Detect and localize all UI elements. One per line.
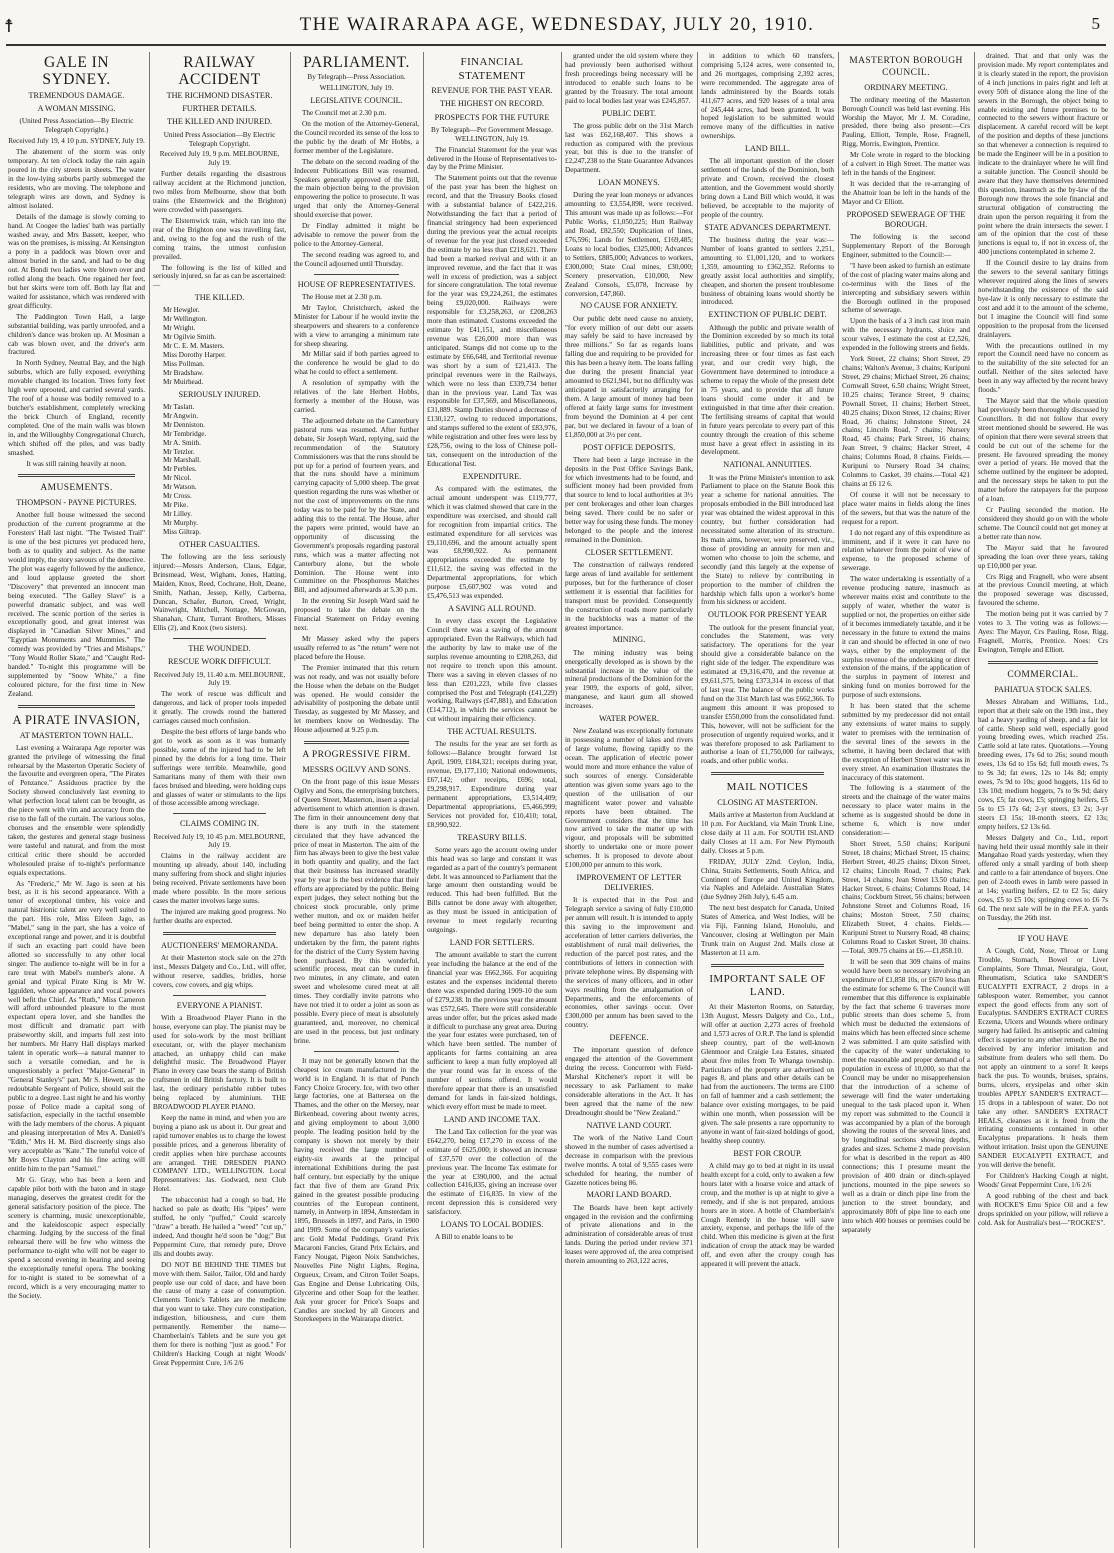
newspaper-title: THE WAIRARAPA AGE, WEDNESDAY, JULY 20, 1910. bbox=[299, 14, 815, 35]
headline-borough-council: MASTERTON BOROUGH COUNCIL. bbox=[849, 56, 963, 78]
subhead: BEST FOR CROUP. bbox=[733, 1148, 802, 1158]
list-item: Mr Wright. bbox=[163, 324, 196, 333]
paragraph: The important question of defence engaged the attention of the Government during the recess. Concurrent with Field-Marshal Kitchener's report it will be necessary to ask Parliament to make considerable alterations in the Act. It has been agreed that the name of the new Dreadnought should be "New Zealand." bbox=[565, 1046, 693, 1117]
advertisement: It may not be generally known that the cheapest ice cream manufactured in the world is in England. It is that of Punch Fancy Choice Grocery. Ice, with two other large factories, one at Battersea on the Thames, and the other on the Mersey, near Birkenhead, covering about twenty acres, and giving employment to about 3,000 people. The leading position held by the company is shown not merely by their having received the large number of eighty-six awards at the principal international Exhibitions during the past half century, but especially by the unique fact that five of them are Grand Prix gained in the greatest possible producing countries of the European continent, namely, in Antwerp in 1894, Amsterdam in 1895, Brussels in 1897, and Paris, in 1900 and 1909. Some of the company's varieties are: Gold Medal Puddings, Grand Prix Macaroni Fancies, Grand Prix Eclairs, and Fancy Nougat, Pigeon Noix Sandwiches, Nouvelles Pine Night Lights, Regina, Orgueux, Cream, and Citron Toilet Soaps, Gas Engine and Dense Lubricating Oils, Glycerine and other Soap for the leather. Ask your grocer for Price's Soaps and Candles are stocked by all Grocers and Storekeepers in the Wairarapa district. bbox=[294, 1056, 419, 1324]
subhead: OTHER CASUALTIES. bbox=[179, 539, 260, 549]
section-divider bbox=[304, 741, 409, 744]
paragraph: Mr Millar said if both parties agreed to the conference he would be glad to do what he could to effect a settlement. bbox=[294, 350, 419, 377]
paragraph: Some years ago the account owing under this head was so large and constant it was regarded as a part of the country's permanent debt. It was announced to Parliament that the large amount then outstanding would be reduced. This had been fulfilled. But the Bills cannot be done away with altogether, as they must be issued in anticipation of revenue to meet regularly recurring outgoings. bbox=[427, 845, 557, 935]
list-item: Mr Bradshaw. bbox=[163, 368, 204, 377]
subhead: WATER POWER. bbox=[598, 714, 660, 724]
section-divider bbox=[163, 932, 276, 935]
column-divider bbox=[149, 52, 150, 1548]
headline-important-sale: IMPORTANT SALE OF LAND. bbox=[709, 972, 826, 999]
subhead: ORDINARY MEETING. bbox=[864, 82, 948, 92]
masthead-rule bbox=[6, 44, 1106, 46]
paragraph: The next best despatch for Canada, United States of America, and West Indies, will be via Fiji, Fanning Island, Honolulu, and Vancouver, closing at Wellington per Main Trunk train on August 2nd. Mails close at Masterton at 11 a.m. bbox=[701, 904, 834, 957]
headline-gale-in-sydney: GALE IN SYDNEY. bbox=[42, 54, 111, 89]
column-4 bbox=[427, 52, 557, 1548]
column-divider bbox=[838, 52, 839, 1548]
list-item: Mr Tetzler. bbox=[163, 447, 195, 456]
subhead: REVENUE FOR THE PAST YEAR. bbox=[431, 86, 553, 96]
advertisement: With a Broadwood Player Piano in the house, everyone can play. The pianist may be used for solo-work by the most brilliant executant, or, with the player mechanism attached, an unhappy child can make delightful music. The Broadwood Player Piano in every case bears the stamp of British craftsmen in old British factory. It is built to last, the ordinary perishable rubber tubes being replaced by aluminium. THE BROADWOOD PLAYER PIANO. bbox=[153, 1013, 286, 1112]
subhead: THOMPSON - PAYNE PICTURES. bbox=[16, 498, 137, 508]
paragraph: It is expected that in the Post and Telegraph service a saving of fully £10,000 per annum will result. It is intended to apply this saving to the improvement and acceleration of letter carriers deliveries, the establishment of rural mail deliveries, the reduction of the parcel post rates, and the contributions of letters in connection with private telephone wires. By dispensing with the services of many officers, and in other ways resulting from the amalgamation of Departments, and the enforcements of economies, other savings occur. Over £300,000 per annum has been saved to the country. bbox=[565, 896, 693, 1030]
paragraph: The amount available to start the current year including the balance at the end of the financial year was £662,366. For acquiring estates and the expenses incidental thereto there was expended during 1909-10 the sum of £279,238. In the previous year the amount was £572,645. There were still considerable areas under offer, but the prices asked made it difficult to purchase any great area. During the year four estates were purchased, ten of which have been settled. The number of applicants for farms containing an area sufficient to keep a man fully employed all the year round was far in excess of the number of sections offered. It would therefore appear that there is an unsatisfied demand for lands in fair-sized holdings, which every effort must be made to meet. bbox=[427, 951, 557, 1111]
subhead: RESCUE WORK DIFFICULT. bbox=[168, 657, 271, 667]
paragraph: Mr Taylor, Christchurch, asked the Minister for Labour if he would invite the shearpowers and shearers to a conference with a view to arranging a minimum rate for sheep shearing. bbox=[294, 303, 419, 348]
paragraph: The outlook for the present financial year, concludes the Statement, was very satisfactory. The operations for the year should give a considerable balance on the right side of the ledger. The expenditure was estimated at £9,316,470, and the revenue at £9,611,575, being £373,314 in excess of that of last year. The balance of the public works fund on the 31st March last was £662,366. To augment this amount it was proposed to transfer £550,000 from the consolidated fund. This, however, will not be sufficient for the prosecution of urgently required works, and it was therefore proposed to ask Parliament to authorise a loan of £1,750,000 for railways, roads, and other public works. bbox=[701, 623, 834, 766]
dagger-ornament-icon: ☨ bbox=[4, 16, 14, 36]
paragraph: Cr Pauling seconded the motion. He considered they should go on with the whole scheme. The Council could not get money at a better rate than now. bbox=[978, 506, 1108, 541]
headline-progressive-firm: A PROGRESSIVE FIRM. bbox=[302, 750, 411, 761]
dateline: Received July 19, 4 10 p.m. SYDNEY, July 19. bbox=[8, 137, 145, 146]
paragraph: On the front page of this issue Messrs Ogilvy and Sons, the enterprising butchers, of Queen Street, Masterton, insert a special advertisement to which attention is drawn. The firm in their announcement deny that there is any truth in the statement circulated that they have advanced the price of meat in Masterton. The aim of the firm has always been to give the best value in both quantity and quality, and the fact that their business has increased steadily year by year is the best evidence that their efforts are appreciated by the public. Being expert judges, they select nothing but the choicest stock procurable, only prime wether mutton, and ox or maiden heifer beef being permitted to enter the shop. A new departure has also lately been undertaken by the firm, the patent rights for the district of the Curry System having been purchased. By this wonderful, scientific process, meat can be cured in two minutes, in any climate, and eaten sweet and wholesome cured meat at all times. They cordially invite patrons who have not tried it to order a joint as soon as possible. Every piece of meat is absolutely guaranteed, and, moreover, no chemical are used in the process, but just ordinary brine. bbox=[294, 778, 419, 1045]
column-2 bbox=[153, 52, 286, 1548]
injured-list bbox=[163, 403, 286, 537]
list-item: Miss Giltrap. bbox=[163, 527, 201, 536]
paragraph: The work of rescue was difficult and dangerous, and lack of proper tools impeded it greatly. The crowds round the battered carriages caused much confusion. bbox=[153, 690, 286, 726]
dateline: WELLINGTON, July 19. bbox=[319, 83, 394, 92]
page-number: 5 bbox=[1091, 14, 1100, 33]
paragraph: The construction of railways rendered large areas of land available for settlement purposes, but for the furtherance of closer settlement it is essential that facilities for transport must be provided. Consequently the construction of roads more particularly in the backblocks was a matter of the greatest importance. bbox=[565, 561, 693, 632]
paragraph: in addition to which 60 transfers, comprising 5,124 acres, were consented to, and 26 mortgages, comprising 2,392 acres, were recommended. The aggregate area of lands administered by the Boards totals 411,677 acres, and 920 leases of a total area of 245,444 acres, had been granted. It was hoped legislation to be submitted would remove many of the difficulties in native ownerships. bbox=[701, 52, 834, 141]
subhead: CLOSING AT MASTERTON. bbox=[717, 797, 818, 807]
paragraph: Although the public and private wealth of the Dominion exceeded by so much its total liabilities, public and private, and was increasing three or four times as fast each year, and our credit very high, the Government have determined to introduce a scheme to repay the whole of the present debt in 75 years, and to provide that all future loans should come under it and be extinguished in that time after their creation. The fertilising streams of capital that would in future years percolate to every part of this country through the creation of this scheme must have a great effect in assisting in its development. bbox=[701, 323, 834, 457]
paragraph: The Boards have been kept actively engaged in the revision and the confirming of private alienations and in the administration of considerable areas of trust lands. During the period under review 371 leases were approved of, the area comprised therein amounting to 263,122 acres, bbox=[565, 1203, 693, 1266]
paragraph: York Street, 22 chains; Short Street, 29 chains; Walton's Avenue, 3 chains; Kuripuni Street, 29 chains; Michael Street, 26 chains; Cornwall Street, 6.50 chains; Wright Street, 10.25 chains; Terance Street, 9 chains; Pownall Street, 11 chains; Herbert Street, 40.25 chains; Dixon Street, 12 chains; River Road, 36 chains; Johnstone Street, 24 chains; Lincoln Road, 7 chains; Nursery Road, 45 chains; Park Street, 16 chains; Jean Street, 9 chains; Hacker Street, 4 chains; Columns Road, 8 chains. Fields.—Kuripuni to Nursery Road 34 chains; Columns to Casket, 39 chains.—Total 421 chains at £6 12 6. bbox=[842, 355, 970, 488]
list-item: Mr Denniston. bbox=[163, 420, 205, 429]
paragraph: The Paddington Town Hall, a large substantial building, was partly unroofed, and a children's dance was broken up. At Mosman a cab was blown over, and the driver's arm fractured. bbox=[8, 312, 145, 357]
paragraph: On the motion of the Attorney-General, the Council recorded its sense of the loss to the public by the death of Mr Hobbs, a former member of the Legislature. bbox=[294, 119, 419, 155]
subhead: OUTLOOK FOR PRESENT YEAR bbox=[708, 610, 827, 620]
paragraph: The Mayor said that he favoured spreading the loan over three years, taking up £10,000 per year. bbox=[978, 543, 1108, 570]
paragraph: A resolution of sympathy with the relatives of the late Herbert Hobbs, formerly a member of the House, was carried. bbox=[294, 379, 419, 414]
subhead: THE KILLED AND INJURED. bbox=[166, 117, 273, 127]
wire-credit: (United Press Association—By Electric Telegraph Copyright.) bbox=[19, 117, 134, 135]
headline-commercial: COMMERCIAL. bbox=[1007, 669, 1079, 680]
headline-mail-notices: MAIL NOTICES bbox=[726, 781, 809, 794]
column-divider bbox=[423, 52, 424, 1548]
subhead: SERIOUSLY INJURED. bbox=[178, 389, 261, 399]
list-item: Mr Perbles. bbox=[163, 465, 197, 474]
paragraph: Our public debt need cause no anxiety, "for every million of our debt our assets may safely be said to have increased by three millions." So far as regards loans falling due and requiring to be provided for this has been a heavy item. The loans falling due during the present financial year amounted to £621,941, but no difficulty was anticipated in satisfactorily arranging for them. A large amount of money had been offered at fairly large sums for investment from beyond the Dominion at 4 per cent par, but we declared in favour of a loan of £1,850,000 at 3½ per cent. bbox=[565, 314, 693, 439]
subhead: CLAIMS COMING IN. bbox=[180, 819, 259, 829]
column-divider bbox=[974, 52, 975, 1548]
paragraph: The following is the list of killed and seriously injured, so far as can be ascertained:— bbox=[153, 263, 286, 290]
list-item: Mr Marshall. bbox=[163, 456, 201, 465]
wire-credit: United Press Association—By Electric Telegraph Copyright. bbox=[163, 130, 276, 148]
subhead: LOAN MONEYS. bbox=[598, 178, 660, 188]
paragraph: In the evening Sir Joseph Ward said he proposed to take the debate on the Financial Statement on Friday evening next. bbox=[294, 597, 419, 633]
column-1 bbox=[8, 52, 145, 1548]
paragraph: granted under the old system where they had previously been authorised without fresh proceedings being necessary will be introduced to enable such loans to be granted by the Treasury. The total amount paid to local bodies last year was £245,857. bbox=[565, 52, 693, 105]
subhead: EXTINCTION OF PUBLIC DEBT. bbox=[708, 310, 827, 320]
paragraph: I do not regard any of this expenditure as imminent, and if it were it can have no relation whatever from the point of view of expense, to the proposed scheme of sewerage. bbox=[842, 528, 970, 573]
subhead: LAND FOR SETTLERS. bbox=[449, 937, 535, 947]
paragraph: The Mayor said that the whole question had previously been thoroughly discussed by Councillors. It did not follow that every street mentioned should be sewered. He was of opinion that there were several streets that could be cut out of the scheme for the present. He favoured spreading the money over a period of years. He moved that the scheme outlined by the engineer be adopted, and the necessary steps be taken to put the matter before the ratepayers for the purpose of a loan. bbox=[978, 397, 1108, 504]
section-divider bbox=[314, 1051, 399, 1052]
paragraph: As "Frederic," Mr W. Jago is seen at his best, as it is his second appearance. With a tenor of exceptional timbre, his voice and natural histrionic talent are very well suited to the part. His role, Miss Eileen Jago, as "Mabel," sang in the part, she has a voice of exceptional range and power, and it is doubtful if such an exacting part could have been allotted so successfully to any other local singer. The audience to-night will be in for a rare treat with Mabel's number's alone. A genial and typical Pirate King is Mr W. Iggulden, whose appearance and vocal powers well befit the Chief. As "Ruth," Miss Cameron will afford unbounded pleasure to the most expectant opera lover, and she handles the most difficult and dramatic part with praiseworthy skill, and imparts full zest into her numbers. Mr Harry Hall displays marked talent in operatic work—a natural manner to such a versatile comedian, and he is unquestionably a perfect "Major-General" in "General Stanley's" part. Mr S. Hewett, as the redoubtable Sergeant of Police, should suit the public to a degree. Last night he and his worthy posse of Police made a capital song of satisfaction, especially in the tactful ensemble with the lady members of the chorus. A piquant and pleasing interpretation of Mrs A. Daniell's "Edith," Mrs H. M. Bird discreetly sings also very acceptable as "Kate." The tuneful voice of Mr Boyes Clayton and his fine acting will entitle him to the part "Samuel." bbox=[8, 879, 145, 1174]
subhead: THE RICHMOND DISASTER. bbox=[166, 91, 273, 101]
paragraph: It has been stated that the scheme submitted by my predecessor did not entail any extensions of water mains to supply water to premises with the termination of the several lines of the sewers in the scheme, it having been declared that with the exception of Herbert Street water was in every street. An examination illustrates the inaccuracy of this statement. bbox=[842, 702, 970, 782]
paragraph: Messrs Dalgety and Co., Ltd., report having held their usual monthly sale in their Mangahao Road yards yesterday, when they offered only a small yarding of both sheep and cattle to a fair attendance of buyers. One pen of 2-tooth ewes in lamb were passed in at 14s; yearling heifers, £2 to £2 5s; dairy cows, £5 to £5 10s; springing cows to £6 7s 6d. The next sale will be in the P.F.A. yards on Tuesday, the 26th inst. bbox=[978, 833, 1108, 922]
subhead: MAORI LAND BOARD. bbox=[586, 1190, 672, 1200]
paragraph: The Council met at 2.30 p.m. bbox=[302, 109, 387, 118]
list-item: Mr Watson. bbox=[163, 483, 197, 492]
paragraph: At their Masterton Rooms, on Saturday, 13th August, Messrs Dalgety and Co., Ltd., will offer at auction 2,273 acres of freehold and 1,573 acres of O.R.P. The land is splendid sheep country, part of the well-known Glenmoor and Craigie Lea Estates, situated about five miles from Te Whanga township. Particulars of the property are advertised on pages 8, and plans and other details can be had from the auctioneers. The terms are £100 on fall of hammer and a cash settlement; the balance over existing mortgages, to be paid within one month, when possession will be given. The sale presents a rare opportunity to anyone in want of fair-sized holdings of good, healthy sheep country. bbox=[701, 1003, 834, 1145]
list-item: Mr A. Smith. bbox=[163, 438, 201, 447]
subhead: FURTHER DETAILS. bbox=[182, 104, 257, 114]
headline-pirate-invasion: A PIRATE INVASION, bbox=[12, 712, 141, 727]
killed-list bbox=[163, 306, 286, 386]
paragraph: Crs Rigg and Fragnell, who were absent at the previous Council meeting, at which the proposed sewerage was discussed, favoured the scheme. bbox=[978, 572, 1108, 608]
paragraph: As compared with the estimates, the actual amount underspent was £119,777, which it was claimed showed that care in the expenditure was exercised, and should call for recognition from impartial critics. The estimated expenditure for all services was £9,110,696, and the amount actually spent was £8,990,922. As permanent appropriations exceeded the estimate by £11,612, the saving was effected in the Departmental appropriations, for which purpose £5,607,902 was voted and £5,476,513 was expended. bbox=[427, 484, 557, 601]
dateline: Received July 19, 10 45 p.m. MELBOURNE, July 19. bbox=[153, 832, 286, 850]
headline-railway-accident: RAILWAY ACCIDENT bbox=[178, 54, 261, 89]
section-divider bbox=[173, 638, 266, 639]
advertisement: For Children's Hacking Cough at night, Woods' Great Peppermint Cure, 1/6 2/6 bbox=[978, 1172, 1108, 1189]
paragraph: FRIDAY, JULY 22nd. Ceylon, India, China, Straits Settlements, South Africa, and Continent of Europe and United Kingdom, via Naples and Adelaide. Australian States (due Sydney 26th July), 6.45 a.m. bbox=[701, 857, 834, 902]
column-8 bbox=[978, 52, 1108, 1548]
list-item: Mr Lilley. bbox=[163, 509, 193, 518]
masthead bbox=[0, 10, 1114, 44]
subhead: EVERYONE A PIANIST. bbox=[176, 1000, 263, 1010]
subhead: TREMENDOUS DAMAGE. bbox=[28, 91, 125, 101]
headline-parliament: PARLIAMENT. bbox=[303, 54, 410, 71]
paragraph: The second reading was agreed to, and the Council adjourned until Thursday. bbox=[294, 250, 419, 268]
list-item: Mr Nicol. bbox=[163, 474, 192, 483]
subhead: NO CAUSE FOR ANXIETY. bbox=[580, 301, 678, 311]
paragraph: The following are the less seriously injured:—Messrs Anderson, Claus, Edgar, Brinsmead, West, Wigham, Jones, Hatting, Maiden, Knox, Reed, Cochrane, Holt, Deane, Smith, Nathan, Jessep, Kelly, Carberna, Duncan, Schafer, Burton, Creed, Wright, Wainwright, Mitchell, Nottage, McGowan, Shanahan, Chant, Turrant Brothers, Misses Ellis (2), and Knox (two sisters). bbox=[153, 552, 286, 633]
advertisement: A child may go to bed at night in its usual health except for a cold, only to awaken a few hours later with a hoarse voice and attack of croup, and the mother is up at night to give a remedy, and if she is not prepared, anxious hours are in store. A bottle of Chamberlain's Cough Remedy in the house will save anxiety, expense, and perhaps the life of the child. When this medicine is given at the first indication of croup the attack may be warded off, and even after the croupy cough has appeared it will prevent the attack. bbox=[701, 1162, 834, 1269]
paragraph: There had been a large increase in the deposits in the Post Office Savings Bank, for which investments had to be found, and sufficient money had been provided from that source to lend to local authorities at 3½ per cent brokerages and other loan charges being saved. There could be no safer or better way for using these funds. The money belonged to the people and the interest remained in the Dominion. bbox=[565, 455, 693, 545]
paragraph: The debate on the second reading of the Indecent Publications Bill was resumed. Speakers generally approved of the Bill, the main objection being to the provision empowering the police to prosecute. It was urged that only the Attorney-General should exercise that power. bbox=[294, 157, 419, 220]
paragraph: Mr G. Gray, who has been a keen and capable pilot both with the baton and in stage managing, deserves the greatest credit for the general satisfactory position of the piece. The scenery is charming, music unexceptionable, and the kaleidoscopic aspect especially charming. Judging by the success of the final rehearsal there will be few who witness the performance to-night who will not be eager to spend a second evening in hearing and seeing the exceptionally tuneful opera. The booking for to-night is stated to be somewhat of a record, which is a very encouraging matter to the Society. bbox=[8, 1175, 145, 1300]
subhead: STATE ADVANCES DEPARTMENT. bbox=[704, 222, 831, 232]
list-item: Mr Murphy. bbox=[163, 518, 199, 527]
subhead: LOANS TO LOCAL BODIES. bbox=[440, 1220, 544, 1230]
subhead: NATIONAL ANNUITIES. bbox=[723, 460, 812, 470]
paragraph: The water undertaking is essentially of a revenue producing nature, inasmuch as wherever mains exist and contribute to the supply of water, whether the water is supplied or not, the properties on either side of it becomes immediately taxable, and it be necessary in the future to extend the mains it can and should be effected in one of two ways, either by the employment of the surplus revenue of the undertaking or direct extension of the mains, if the application of the surplus in payment of interest and sinking fund on monies borrowed for the purpose of such extensions. bbox=[842, 575, 970, 700]
subhead: PROPOSED SEWERAGE OF THE BOROUGH. bbox=[846, 209, 966, 229]
subhead: LEGISLATIVE COUNCIL. bbox=[310, 95, 403, 105]
paragraph: Short Street, 5.50 chains; Kuripuni Street, 18 chains; Michael Street, 15 chains; Herbert Street, 40.25 chains; Dixon Street, 12 chains; Lincoln Road, 7 chains; Park Street, 14 chains; Jean Street 13.50 chains; Hacker Street, 6 chains; Columns Road, 14 chains; Cockburn Street, 56 chains; between Johnstone Street and Columns Road, 16 chains; Moston Street, 7.50 chains; Elizabeth Street, 4 chains. Fields.—Kuripuni Street to Nursery Road, 48 chains; Columns Road to Casket Street, 30 chains.—Total, 309.75 chains at £6.—£1,858.10. bbox=[842, 839, 970, 956]
paragraph: Last evening a Wairarapa Age reporter was granted the privilege of witnessing the final rehearsal by the Masterton Operatic Society of the favourite and evergreen opera, "The Pirates of Penzance." Assiduous practice by the Society showed conclusively last evening to what perfection local talent can be brought, as the piece went with vim and accuracy from the rise to the fall of the curtain. The various solos, choruses and the ensemble were splendidly taken, the gestures and general stage business were tasteful and natural, and from the most critical critic there should be accorded wholesouled praise of to-night's performance equals expectations. bbox=[8, 743, 145, 877]
paragraph: The Financial Statement for the year was delivered in the House of Representatives to-day by the Prime Minister. bbox=[427, 145, 557, 172]
list-item: Mr Angwin. bbox=[163, 411, 199, 420]
list-item: Mr Ogilvie Smith. bbox=[163, 333, 216, 342]
paragraph: The House met at 2.30 p.m. bbox=[302, 292, 382, 301]
column-7 bbox=[842, 52, 970, 1548]
list-item: Miss Pollman. bbox=[163, 359, 205, 368]
subhead: AUCTIONEERS' MEMORANDA. bbox=[160, 940, 278, 950]
paragraph: It will be seen that 309 chains of mains would have been so necessary involving an expenditure of £1,858 10s, or £670 less than the estimate for scheme 6. The Council will remember that this difference is explainable by the fact that scheme 6 traverses more public streets than does scheme 5, from which must be deducted the extensions of mains which has been effected since scheme 2 was submitted. I am quite satisfied with the capacity of the water undertaking to meet the reasonable and proper demand of a population in excess of 10,000, so that the Council may be under no misapprehension that the introduction of a scheme of sewerage will find the water undertaking unequal to the task placed upon it. When my report was submitted to the Council it was accompanied by a plan of the borough showing the routes of the several lines, and by longitudinal sections showing depths, grades and sizes. Scheme 2 made provision for what is described in the report as 400 connections; this I presume meant the provision of 400 drain or dinch-splayed junctions, mounted in the pipe sewers so well as a drain or dinch pipe line from the junction to the street boundary, and approximately 80ft of pipe line to each one into which 400 houses or premises could be separately bbox=[842, 957, 970, 1234]
section-divider bbox=[173, 995, 266, 996]
subhead: LAND BILL. bbox=[744, 144, 791, 154]
paragraph: "I have been asked to furnish an estimate of the cost of placing water mains along and co-terminus with the lines of the intercepting and subsidiary sewers within the Borough outlined in the proposed scheme of sewerage. bbox=[842, 261, 970, 315]
subhead: EXPENDITURE. bbox=[462, 471, 522, 481]
advertisement: The tobacconist had a cough so bad, He hacked so pale as death; His "pipes" were stuffed, he only "puffed," Could scarcely "draw" a breath. He hailed a "weed" "cut up," indeed, And thought he'd soon be "dog;" But Peppermint Cure, that remedy pure, Drove ills and doubts away. bbox=[153, 1196, 286, 1258]
column-3 bbox=[294, 52, 419, 1548]
subhead: IMPROVEMENT OF LETTER DELIVERIES. bbox=[576, 873, 682, 893]
column-divider bbox=[561, 52, 562, 1548]
advertisement: Keep the name in mind, and when you are buying a piano ask us about it. Our great and rapid turnover enables us to charge the lowest possible prices, and a generous liberality of credit applies when hire purchase accounts are arranged. THE DRESDEN PIANO COMPANY LTD., WELLINGTON. Local Representatives: Jas. Godward, next Club Hotel. bbox=[153, 1113, 286, 1194]
advertisement: A good rubbing of the chest and back with ROCKE'S Emu Spice Oil and a few drops sprinkled on your pillow, will relieve a cold. Ask for Australia's best—"ROCKE'S". bbox=[978, 1191, 1108, 1227]
list-item: Mr Taslatt. bbox=[163, 402, 195, 411]
subhead: MINING. bbox=[612, 635, 646, 645]
paragraph: The gross public debt on the 31st March last was £62,168,407. This shows a reduction as compared with the previous year, but this is due to the transfer of £2,247,238 to the State Guarantee Advances Department. bbox=[565, 121, 693, 175]
paragraph: The motion being put it was carried by 7 votes to 3. The voting was as follows:—Ayes: The Mayor, Crs Pauling, Rose, Rigg, Fragnell, Morris, Prentice. Noes: Crs Ewington, Temple and Elliott. bbox=[978, 610, 1108, 654]
paragraph: It was still raining heavily at noon. bbox=[26, 459, 127, 468]
wire-credit: By Telegraph—Press Association. bbox=[307, 73, 406, 82]
list-item: Miss Dorothy Harper. bbox=[163, 351, 226, 360]
paragraph: It was the Prime Minister's intention to ask Parliament to place on the Statute Book this year a scheme for national annuities. The proposals embodied in the Bill introduced last year was obtained the widest approval in this country, but further consideration had necessitated some alteration of its structure. Its main aims, however, were preserved, viz., those of providing an annuity for men and women who choose to join the scheme, and secondly (and this largely at the expense of the State) to relieve by contributing in proportion to the number of children the hardship which falls upon a worker's home from his sickness or accident. bbox=[701, 473, 834, 607]
dateline: Received July 19, 9 p.m. MELBOURNE, July 19. bbox=[159, 150, 280, 168]
paragraph: Details of the damage is slowly coming to hand. At Coogee the ladies' bath was partially washed away, and Mrs Bassett, keeper, who was on the premises, is missing. At Kensington a pony in a paddock was blown over and almost buried in the sand, and had to be dug out. At Bondi two ladies were blown over and rolled along the beach. One regained her feet, but her skirts were torn off. Both lay flat and waited for assistance, which was rendered with great difficulty. bbox=[8, 212, 145, 310]
paragraph: Messrs Abraham and Williams, Ltd., report that at their sale on the 19th inst., they had a heavy yarding of sheep, and a fair lot of cattle. Sheep sold well, especially good young breeding ewes, which reached 25s. Cattle sold at late rates. Quotations.—Young breeding ewes, 17s 6d to 26s; sound mouth ewes, 13s 6d to 15s 6d; full mouth ewes, 7s to 9s 3d; fat ewes, 12s to 14s 8d; empty ewes, 7s 9d to 10s; good hoggets, 11s 6d to 13s 10d; medium hoggets, 7s to 9s 9d; dairy cows, £5; fat cows, £5; springing heifers, £5 5s to £5 17s 6d; 2-yr steers, £3 2s; 3-yr steers £3 15s; 18-month steers, £2 13s; empty heifers, £2 13s 6d. bbox=[978, 697, 1108, 831]
paragraph: Upon the basis of a 3 inch cast iron main with the necessary hydrants, sluice and scour valves, I estimate the cost at £2,526, expended in the following streets and fields. bbox=[842, 317, 970, 353]
subhead: HOUSE OF REPRESENTATIVES. bbox=[297, 279, 416, 289]
paragraph: The following is the second Supplementary Report of the Borough Engineer, submitted to the Council:— bbox=[842, 233, 970, 259]
paragraph: Of course it will not be necessary to place water mains in fields along the lines of the sewers, but that was the nature of the request for a report. bbox=[842, 490, 970, 526]
subhead: TREASURY BILLS. bbox=[457, 832, 527, 842]
paragraph: Mr Massey asked why the papers usually referred to as "the return" were not placed before the House. bbox=[294, 635, 419, 661]
paragraph: The Statement points out that the revenue of the past year has been the highest on record, and that the Treasury Books closed with a substantial balance of £422,216. Notwithstanding the fact that a period of financial stringency had been experienced during the previous year the actual receipts of revenue for the year just closed exceeded the estimate by no less than £218,621. There had been a marked revival and with it an improved revenue, and the fact that it was well in excess of prediction, was a subject for sincere congratulation. The total revenue for the year was £9,224,261, the estimates being £9,020,000. Railways were responsible for £3,258,263, or £208,263 more than estimated. Customs exceeded the estimate by £41,151, and miscellaneous revenue was £26,000 more than was anticipated. Stamps did not come up to the estimate by £66,648, and Territorial revenue was short by a sum of £21,413. The principal revenues were in the Railways, which were no less than £339,734 better than in the previous year. Land Tax was responsible for £37,569, and Miscellaneous, £31,889. Stamp Duties showed a decrease of £130,127, owing to reduced importations, and stamps suffered to the extent of £83,976, while registration and other fees were less by £28,756, owing to the loss of Chinese poll-tax, consequent on the introduction of the Educational Test. bbox=[427, 174, 557, 468]
subhead: MESSRS OGILVY AND SONS. bbox=[302, 764, 411, 774]
list-item: Mr Pike. bbox=[163, 501, 189, 510]
subhead: A WOMAN MISSING. bbox=[37, 104, 116, 114]
paragraph: Claims in the railway accident are mounting up already, about 140, including many suffering from shock and slight injuries being received. Private settlements have been made where possible. In the more serious cases the matter involves large sums. bbox=[153, 852, 286, 906]
paragraph: Mails arrive at Masterton from Auckland at 10 p.m. For Auckland, via Main Trunk Line, close daily at 11 a.m. For SOUTH ISLAND daily Closes at 11 a.m. For New Plymouth daily. Closes at 5 p.m. bbox=[701, 811, 834, 855]
paragraph: New Zealand was exceptionally fortunate in possessing a number of lakes and rivers of large volume, flowing rapidly to the ocean. The application of electric power would more and more enhance the value of such sources of energy. Considerable attention was given some years ago to the question of the utilisation of our magnificent water power and valuable reports have been obtained. The Government considers that the time has now arrived to take the matter up with vigour, and proposals will be submitted shortly to undertake one or more power schemes. It is proposed to devote about £100,000 per annum to this work. bbox=[565, 727, 693, 870]
subhead: PAHIATUA STOCK SALES. bbox=[994, 684, 1092, 694]
paragraph: The injured are making good progress. No further deaths are expected. bbox=[153, 907, 286, 925]
list-item: Mr Tembridge. bbox=[163, 429, 207, 438]
section-divider bbox=[18, 705, 135, 708]
paragraph: Dr Findlay admitted it might be advisable to remove the power from the police to the Attorney-General. bbox=[294, 222, 419, 248]
paragraph: The following is a statement of the streets and the chainage of the water mains necessary to place water mains in the scheme as is suggested should be done in scheme 6, which is now under consideration:— bbox=[842, 784, 970, 838]
list-item: Mr Muirhead. bbox=[163, 377, 204, 386]
paragraph: The abatement of the storm was only temporary. At ten o'clock today the rain again poured in the city streets in sheets. The water in the low-lying suburbs partly submerged the residents, who are moving. The telephone and telegraph wires are down, and Sydney is almost isolated. bbox=[8, 148, 145, 210]
paragraph: At their Masterton stock sale on the 27th inst., Messrs Dalgety and Co., Ltd., will offer, without reserve, saddles, bridles, horse covers, cow covers, and gig whips. bbox=[153, 953, 286, 989]
column-6 bbox=[701, 52, 834, 1548]
subhead: AT MASTERTON TOWN HALL. bbox=[19, 730, 134, 740]
paragraph: The business during the year was:—Number of loans granted to settlers 2,251, amounting to £1,001,120, and to workers 1,359, amounting to £362,352. Reforms to greatly assist local authorities and simplify, cheapen, and shorten the present troublesome business of obtaining loans would shortly be introduced. bbox=[701, 236, 834, 307]
paragraph: A Bill to enable loans to be bbox=[435, 1233, 514, 1242]
column-divider bbox=[290, 52, 291, 1548]
paragraph: The mining industry was being energetically developed as is shown by the substantial increase in the value of the mineral productions of the Dominion for the year 1909, the exports of gold, silver, manganese, and kauri gum all showed increases. bbox=[565, 648, 693, 711]
section-divider bbox=[711, 964, 824, 967]
paragraph: It was decided that the re-arranging of the Abattoir loan be left in the hands of the Mayor and Cr Elliott. bbox=[842, 180, 970, 206]
paragraph: With the precautions outlined in my report the Council need have no concern as to the suitability of the site selected for an outfall. Neither of the sites selected have been in any way affected by the recent heavy floods." bbox=[978, 341, 1108, 395]
paragraph: In every class except the Legislative Council there was a saving of the amount appropriated. Even the Railways, which had the authority by law to make use of the surplus revenue amounting to £208,263, did not require to trench upon this amount. There was a saving in eleven classes of no less than £201,223, while five classes comprised the Post and Telegraph (£41,229) working, Railways (£47,881), and Education (£14,712), in which the services cannot be cut without impairing their efficiency. bbox=[427, 617, 557, 724]
subhead: THE ACTUAL RESULTS. bbox=[447, 727, 537, 737]
list-item: Mr Cross. bbox=[163, 492, 192, 501]
subhead: PROSPECTS FOR THE FUTURE bbox=[434, 112, 550, 122]
wire-credit: By Telegraph—Per Government Message. WELLINGTON, July 19. bbox=[431, 125, 553, 143]
headline-financial-statement: FINANCIAL STATEMENT bbox=[458, 56, 526, 82]
subhead: CLOSER SETTLEMENT. bbox=[585, 547, 673, 557]
paragraph: The Land Tax collection for the year was £642,270, being £17,270 in excess of the estimate of £625,000; it showed an increase of £37,570 over the collection of the previous year. The Income Tax estimate for the year at £390,000, and the actual collection £416,835, giving an increase over the estimate of £16,835. In view of the recent depression this is considered very satisfactory. bbox=[427, 1127, 557, 1217]
paragraph: Further details regarding the disastrous railway accident at the Richmond junction, two miles from Melbourne, show that both trains (the Elsternwick and the Brighton) were crowded with passengers. bbox=[153, 170, 286, 214]
section-divider bbox=[711, 772, 824, 775]
advertisement: A Cough, Cold, Nose, Throat or Lung Trouble, Stomach, Bowel or Liver Complaints, Sore Throat, Neuralgia, Gout, Rheumatism, Sciatica take SANDER'S EUCALYPTI EXTRACT, 2 drops in a tablespoon water. Remember, you cannot expect the good effects from any sort of Eucalyptus. SANDER'S EXTRACT CURES Eczema, Ulcers and Wounds where ordinary surgery had failed. Its antiseptic and calming effect is superior to any other remedy. Be not deceived by any inferior imitation and substitute from dealers who sell them. Do not apply an ointment to a sore! It keeps back the pus. To wounds, bruises, sprains, burns, ulcers, erysipelas and other skin troubles APPLY SANDER'S EXTRACT—15 drops in a tablespoon of water. Do not take any other. SANDER'S EXTRACT HEALS, cleanses as it is freed from the irritating constituents contained in other Eucalyptus preparations. It heals them without irritation. Insist upon the GENUINE SANDER EUCALYPTI EXTRACT, and you will derive the benefit. bbox=[978, 947, 1108, 1170]
paragraph: Mr Cole wrote in regard to the blocking of a culvert in High Street. The matter was left in the hands of the Engineer. bbox=[842, 151, 970, 178]
headline-amusements: AMUSEMENTS. bbox=[40, 483, 113, 494]
paragraph: Despite the best efforts of large bands who got to work as soon as it was humanly possible, some of the injured had to be left pinned by the debris for a long time. Their sufferings were terrible. Meanwhile, good Samaritans many of them with their own faces bruised and bleeding, were holding cups and glasses of water or stimulants to the lips of those accessible among wreckage. bbox=[153, 728, 286, 808]
dateline: Received July 19, 11.40 a.m. MELBOURNE, July 19. bbox=[153, 670, 286, 688]
section-divider bbox=[18, 474, 135, 477]
subhead: A SAVING ALL ROUND. bbox=[448, 603, 536, 613]
list-item: Mr C. E. M. Masters. bbox=[163, 342, 225, 351]
paragraph: The all important question of the closer settlement of the lands of the Dominion, both private and Crown, received the closest attention, and the Government would shortly bring down a Land Bill which would, it was believed, be acceptable to the majority of people of the country. bbox=[701, 157, 834, 219]
paragraph: The Elsternwick train, which ran into the rear of the Brighton one was travelling fast, and, owing to the fog and the rush of the coming trains, the utmost confusion prevailed. bbox=[153, 216, 286, 261]
subhead: NATIVE LAND COURT. bbox=[586, 1120, 672, 1130]
subhead: THE KILLED. bbox=[194, 293, 245, 303]
paragraph: The work of the Native Land Court showed in the number of cases advertised a decrease in comparison with the previous twelve months. A total of 9,555 cases were scheduled for hearing, the number of Gazette notices being 86. bbox=[565, 1133, 693, 1187]
paragraph: The adjourned debate on the Canterbury pastoral runs was resumed. After further debate, Sir Joseph Ward, replying, said the recommendation of the Statutory Commissioners was that the runs should be put up for a period of fourteen years, and that the runs should have a minimum carrying capacity of 5,000 sheep. The great question regarding the runs was whether or not the cost of improvements on the runs today was to be paid for by the State, and adding this to the rental. The House, after the papers were printed, would have an opportunity of discussing the Government's proposals regarding pastoral runs, which was a matter affecting not Canterbury alone, but the whole Dominion. The House went into Committee on the Phosphorous Matches Bill, and adjourned afterwards at 5.30 p.m. bbox=[294, 416, 419, 595]
section-divider bbox=[988, 661, 1098, 664]
subhead: THE HIGHEST ON RECORD. bbox=[439, 99, 544, 109]
paragraph: The ordinary meeting of the Masterton Borough Council was held last evening. His Worship the Mayor, Mr J. M. Coradine, presided, there being also present:—Crs Pauling, Elliott, Temple, Rose, Fragnell, Rigg, Morris, Ewington, Prentice. bbox=[842, 95, 970, 149]
section-divider bbox=[998, 928, 1088, 929]
paragraph: drained. That and that only was the provision made. My report contemplates and it is clearly stated in the report, the provision of 4 inch junctions in pairs right and left at every 50ft of distance along the line of the sewers in the Borough, the object being to enable existing and future premises to be connected to the sewers without fracture or displacement. A careful record will be kept of the position and depths of these junctions so that whenever a connection is required to be made the Engineer will be in a position to indicate to the drainlayer where he will find a suitable junction. The Council should be aware that they have themselves determined this question, inasmuch as the by-law of the Borough now throws the sole financial and structural obligation of constructing the drain upon the person requiring it from the point where the drain intersects the sewer. I am of the opinion that the cost of these junctions is equal to, if not in excess of, the 400 junctions contemplated in scheme 2. bbox=[978, 52, 1108, 257]
paragraph: During the year loan moneys or advances amounting to £3,554,898, were received. This amount was made up as follows:—For Public Works, £1,050,225; Hutt Railway and Road, £82,550; Duplication of lines, £76,596; Lands for Settlement, £169,485; Loans to local bodies, £325,000; Advances to Settlers, £885,000; Advances to workers, £300,000; State Coal mines, £30,000; Scenery preservation, £10,000, New Zealand Consols, £5,078, Increase by conversion, £47,860. bbox=[565, 191, 693, 298]
subhead: THE WOUNDED. bbox=[188, 644, 251, 654]
subhead: LAND AND INCOME TAX. bbox=[443, 1114, 541, 1124]
paragraph: The results for the year are set forth as follows:—Balance brought forward 1st April, 1909, £184,321; receipts during year, revenue, £9,177,110; National endowments, £67,142; other receipts, £696; total, £9,298,917. Expenditure during year permanent appropriations, £3,514,409; Departmental appropriations, £5,466,999; Services not provided for, £10,410; total, £8,990,922. bbox=[427, 740, 557, 829]
paragraph: In North Sydney, Neutral Bay, and the high suburbs, which are fully exposed, everything movable changed its location. Trees forty feet high were uprooted, and carried several yards. The roof of a house was bodily removed to a butcher's establishment, completely wrecking the brick Church of England, recently completed. One of the main walls was blown in, and the Willoughby Congregational Church, which shifted off the piles, and was badly smashed. bbox=[8, 359, 145, 457]
subhead: DEFENCE. bbox=[609, 1033, 649, 1043]
subhead: IF YOU HAVE bbox=[1017, 933, 1069, 943]
section-divider bbox=[314, 274, 399, 275]
column-divider bbox=[697, 52, 698, 1548]
list-item: Mr Hewgler. bbox=[163, 306, 200, 315]
section-divider bbox=[173, 813, 266, 814]
paragraph: If the Council desire to lay drains from the sewers to the several sanitary fittings wherever required along the lines of sewers notwithstanding the existence of the said bye-law it is only necessary to estimate the cost and add it to the amount of the scheme, but I imagine the Council will find some opposition to the proposal from the licensed drainlayers. bbox=[978, 259, 1108, 339]
column-5 bbox=[565, 52, 693, 1548]
subhead: POST OFFICE DEPOSITS. bbox=[582, 442, 676, 452]
list-item: Mr Wellington. bbox=[163, 315, 208, 324]
paragraph: The Premier intimated that this return was not ready, and was not usually before the House when the debate on the Budget was opened. He would consider the advisability of postponing the debate until Tuesday, as suggested by Mr Massey, and let members know on Wednesday. The House adjourned at 9.25 p.m. bbox=[294, 663, 419, 735]
subhead: PUBLIC DEBT. bbox=[602, 108, 656, 118]
paragraph: Another full house witnessed the second production of the current programme at the Foresters' Hall last night. "The Twisted Trail" is one of the best pictures yet produced here, both as to quality and subject. As the name would imply, the story savours of the detective. The plot was eagerly followed by the audience, and loud applause greeted the short "Discovery" that prevented an innocent man being executed. "The Galley Slave" is a powerful dramatic subject, and was well received. The scenic portion of the series is exceptionally good, and great interest was displayed in "Canadian Silver Mines," and "Egyptian Monuments and Mummies." The comedy was provided by "Tries and Mishaps," "Tony Would Roller Skate," and "Caught Red-handed." To-night this programme will be supplemented by "Snow White," a fine coloured picture, for the first time in New Zealand. bbox=[8, 511, 145, 698]
advertisement: DO NOT BE BEHIND THE TIMES but move with them. Sailor, Tailor, Old and hardy people use our cold of dace, and have been the cause of many a case of consumption. Clements Tonic's Tablets are the medicine that you want to take. They cure constipation, indigestion, biliousness, and cure them permanently. Remember the name—Chamberlain's Tablets and be sure you get them for there is nothing "just as good." For Children's Hacking Cough at night Woods' Great Peppermint Cure, 1/6 2/6 bbox=[153, 1260, 286, 1367]
